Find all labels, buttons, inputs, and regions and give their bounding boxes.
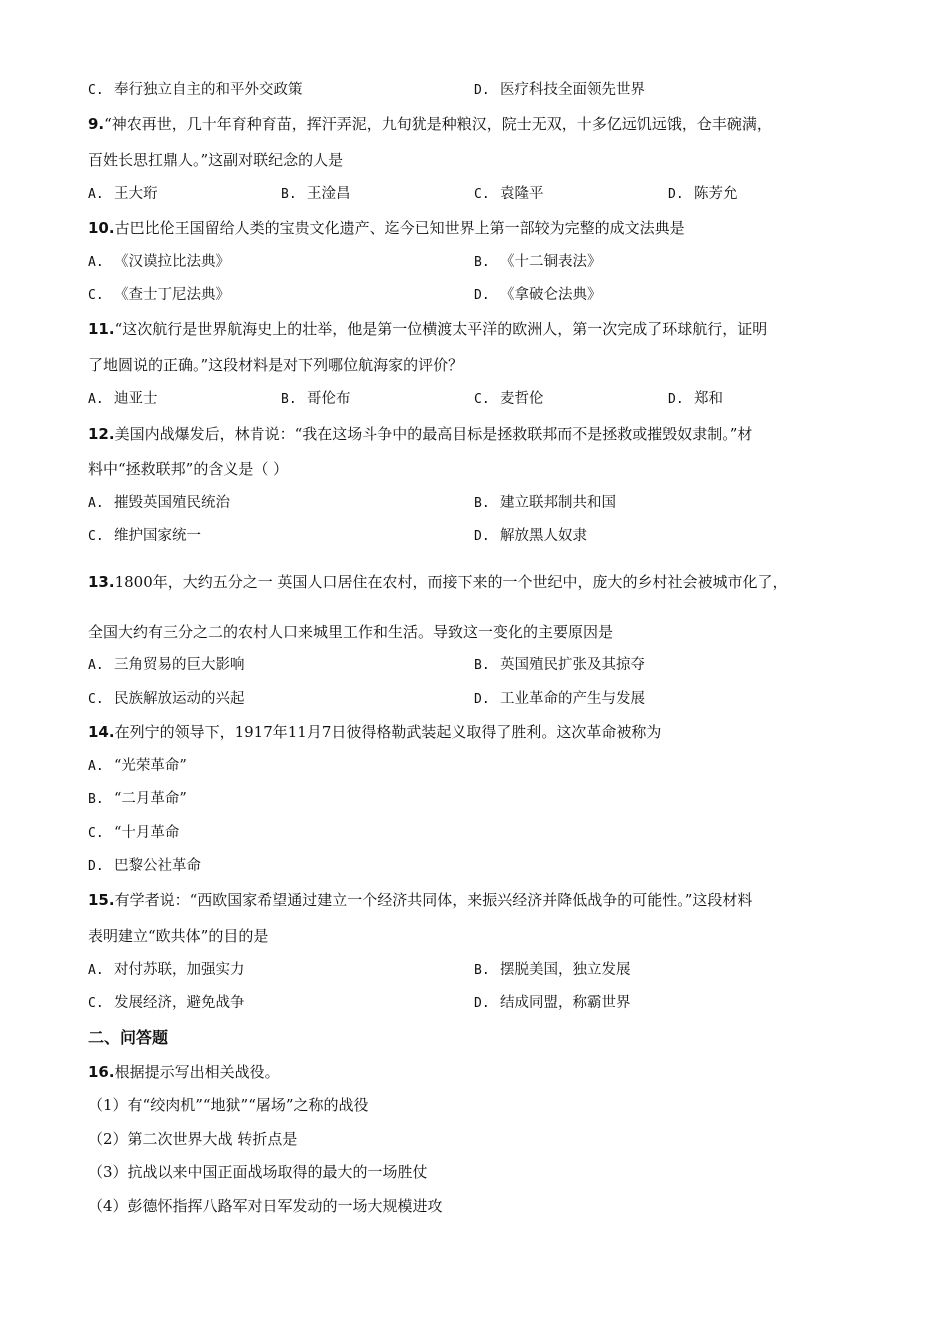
q11-option-a: A. 迪亚士 [88, 391, 158, 407]
q13-option-d: D. 工业革命的产生与发展 [474, 691, 645, 707]
q16-sub4: （4）彭德怀指挥八路军对日军发动的一场大规模进攻 [88, 1197, 443, 1215]
q10-option-d: D. 《拿破仑法典》 [474, 287, 602, 303]
q14-option-d: D. 巴黎公社革命 [88, 858, 201, 874]
q10-option-a: A. 《汉谟拉比法典》 [88, 254, 230, 270]
q15-option-a: A. 对付苏联，加强实力 [88, 962, 245, 978]
section-heading-qa: 二、问答题 [88, 1028, 169, 1047]
q14-stem: 14.在列宁的领导下，1917年11月7日彼得格勒武装起义取得了胜利。这次革命被称为 [88, 723, 662, 741]
q13-stem-line1: 13.1800年，大约五分之一 英国人口居住在农村，而接下来的一个世纪中，庞大的乡村社会被城市化了， [88, 573, 788, 591]
q10-option-b: B. 《十二铜表法》 [474, 254, 602, 270]
q14-option-b: B. “二月革命” [88, 791, 187, 807]
q16-sub1: （1）有“绞肉机”“地狱”“屠场”之称的战役 [88, 1096, 369, 1114]
q15-option-d: D. 结成同盟，称霸世界 [474, 995, 631, 1011]
q13-option-c: C. 民族解放运动的兴起 [88, 691, 245, 707]
q13-option-a: A. 三角贸易的巨大影响 [88, 657, 245, 673]
q15-stem-line1: 15.有学者说：“西欧国家希望通过建立一个经济共同体，来振兴经济并降低战争的可能性。”这段材料 [88, 891, 753, 909]
q16-sub2: （2）第二次世界大战 转折点是 [88, 1130, 298, 1148]
q9-stem-line2: 百姓长思扛鼎人。”这副对联纪念的人是 [88, 151, 344, 169]
q11-stem-line1: 11.“这次航行是世界航海史上的壮举，他是第一位横渡太平洋的欧洲人，第一次完成了环球航行，证明 [88, 320, 768, 338]
q14-option-a: A. “光荣革命” [88, 758, 187, 774]
q11-option-b: B. 哥伦布 [281, 391, 351, 407]
q11-option-d: D. 郑和 [668, 391, 723, 407]
q10-option-c: C. 《查士丁尼法典》 [88, 287, 230, 303]
q10-stem: 10.古巴比伦王国留给人类的宝贵文化遗产、迄今已知世界上第一部较为完整的成文法典是 [88, 219, 685, 237]
q9-option-c: C. 袁隆平 [474, 186, 544, 202]
q9-stem-line1: 9.“神农再世，几十年育种育苗，挥汗弄泥，九旬犹是种粮汉，院士无双，十多亿远饥远饿，仓丰碗满， [88, 115, 772, 133]
q12-stem-line2: 料中“拯救联邦”的含义是（ ） [88, 460, 289, 478]
q12-option-b: B. 建立联邦制共和国 [474, 495, 616, 511]
q9-option-d: D. 陈芳允 [668, 186, 738, 202]
q15-stem-line2: 表明建立“欧共体”的目的是 [88, 927, 269, 945]
q12-stem-line1: 12.美国内战爆发后，林肯说：“我在这场斗争中的最高目标是拯救联邦而不是拯救或摧毁奴隶制。”材 [88, 425, 753, 443]
q9-option-b: B. 王淦昌 [281, 186, 351, 202]
q11-option-c: C. 麦哲伦 [474, 391, 544, 407]
q14-option-c: C. “十月革命 [88, 825, 180, 841]
q8-option-c: C. 奉行独立自主的和平外交政策 [88, 82, 303, 98]
q12-option-c: C. 维护国家统一 [88, 528, 201, 544]
q8-option-d: D. 医疗科技全面领先世界 [474, 82, 645, 98]
q11-stem-line2: 了地圆说的正确。”这段材料是对下列哪位航海家的评价？ [88, 356, 464, 374]
q12-option-a: A. 摧毁英国殖民统治 [88, 495, 230, 511]
q16-stem: 16.根据提示写出相关战役。 [88, 1063, 280, 1081]
q15-option-b: B. 摆脱美国，独立发展 [474, 962, 631, 978]
q15-option-c: C. 发展经济，避免战争 [88, 995, 245, 1011]
q9-option-a: A. 王大珩 [88, 186, 158, 202]
q12-option-d: D. 解放黑人奴隶 [474, 528, 587, 544]
q16-sub3: （3）抗战以来中国正面战场取得的最大的一场胜仗 [88, 1163, 428, 1181]
q13-option-b: B. 英国殖民扩张及其掠夺 [474, 657, 645, 673]
q13-stem-line2: 全国大约有三分之二的农村人口来城里工作和生活。导致这一变化的主要原因是 [88, 623, 614, 641]
